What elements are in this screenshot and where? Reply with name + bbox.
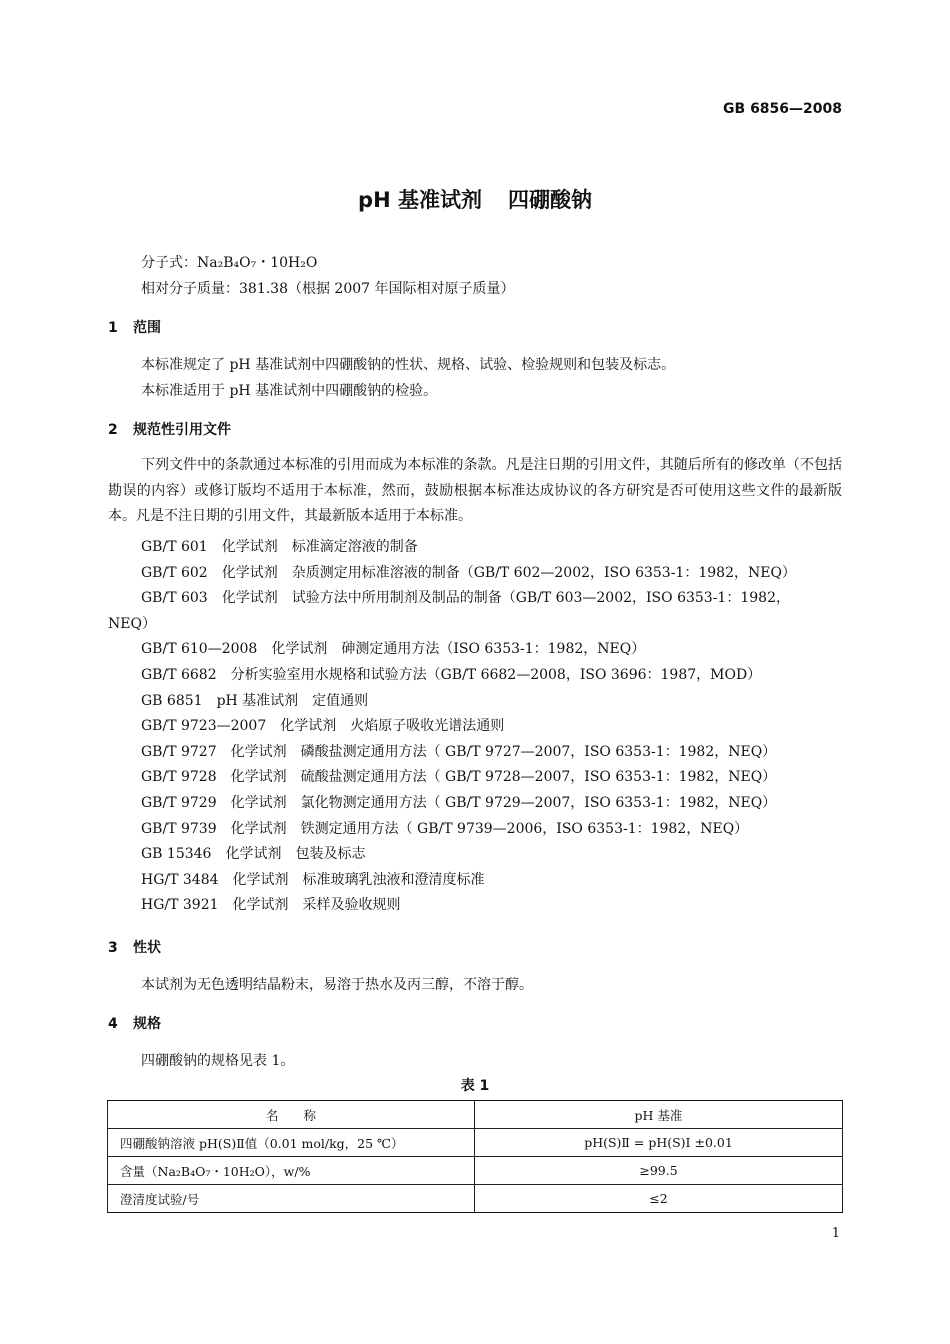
table-row [108, 1129, 843, 1157]
table-cell: pH(S)Ⅱ = pH(S)Ⅰ ±0.01 [475, 1129, 843, 1157]
table-cell: 澄清度试验/号 [108, 1185, 475, 1213]
document-title [0, 184, 950, 214]
reference-item [141, 766, 776, 786]
reference-title: 化学试剂 标准滴定溶液的制备 [221, 539, 418, 555]
reference-item [141, 818, 748, 838]
section-1-paragraph-1: 本标准规定了 pH 基准试剂中四硼酸钠的性状、规格、试验、检验规则和包装及标志。 [141, 357, 676, 373]
reference-code: GB/T 9727 [141, 743, 217, 760]
reference-code: GB 6851 [141, 692, 203, 709]
reference-code: GB/T 9723—2007 [141, 718, 267, 735]
section-4-heading [108, 1013, 161, 1033]
section-title: 范围 [133, 320, 161, 336]
reference-item [141, 843, 365, 863]
reference-title: 化学试剂 磷酸盐测定通用方法（ GB/T 9727—2007，ISO 6353-1：1982，NEQ） [230, 743, 777, 760]
section-title: 规范性引用文件 [133, 422, 231, 438]
reference-code: GB/T 601 [141, 539, 208, 555]
reference-title: 化学试剂 砷测定通用方法（ISO 6353-1：1982，NEQ） [271, 641, 646, 658]
table-cell: 含量（Na₂B₄O₇・10H₂O），w/% [108, 1157, 475, 1185]
section-2-intro: 下列文件中的条款通过本标准的引用而成为本标准的条款。凡是注日期的引用文件，其随后所有的修改单（不包括勘误的内容）或修订版均不适用于本标准，然而，鼓励根据本标准达成协议的各方研究是否可使用这些文件的最新版本。凡是不注日期的引用文件，其最新版本适用于本标准。 [108, 457, 842, 524]
standard-code: GB 6856—2008 [723, 101, 842, 117]
reference-title: 化学试剂 采样及验收规则 [232, 897, 401, 914]
reference-title: 化学试剂 硫酸盐测定通用方法（ GB/T 9728—2007，ISO 6353-1：1982，NEQ） [230, 769, 777, 786]
reference-item [141, 536, 418, 556]
reference-item [141, 741, 776, 761]
table-header-value: pH 基准 [475, 1101, 843, 1129]
table-cell: ≥99.5 [475, 1157, 843, 1185]
page-number: 1 [831, 1226, 840, 1241]
reference-title: 分析实验室用水规格和试验方法（GB/T 6682—2008，ISO 3696：1987，MOD） [230, 667, 762, 683]
reference-title: pH 基准试剂 定值通则 [216, 692, 369, 709]
reference-item [141, 894, 401, 914]
section-title: 性状 [133, 940, 161, 956]
table-header-row [108, 1101, 843, 1129]
section-3-paragraph: 本试剂为无色透明结晶粉末，易溶于热水及丙三醇，不溶于醇。 [141, 977, 533, 993]
table-cell: ≤2 [475, 1185, 843, 1213]
reference-title: 化学试剂 标准玻璃乳浊液和澄清度标准 [232, 871, 485, 888]
title-sub: 四硼酸钠 [507, 188, 592, 212]
reference-code: GB/T 9728 [141, 769, 217, 786]
reference-code: GB/T 9729 [141, 795, 217, 811]
reference-item [141, 587, 790, 607]
title-main: pH 基准试剂 [358, 188, 482, 212]
molar-mass: 相对分子质量：381.38（根据 2007 年国际相对原子质量） [141, 281, 515, 297]
reference-title: NEQ） [108, 615, 156, 632]
reference-title: 化学试剂 铁测定通用方法（ GB/T 9739—2006，ISO 6353-1：1982，NEQ） [230, 820, 749, 837]
reference-item [141, 664, 761, 684]
reference-item [141, 715, 504, 735]
reference-title: 化学试剂 包装及标志 [225, 846, 366, 863]
reference-code: HG/T 3921 [141, 897, 219, 914]
table-cell: 四硼酸钠溶液 pH(S)Ⅱ值（0.01 mol/kg，25 ℃） [108, 1129, 475, 1157]
table-row [108, 1185, 843, 1213]
reference-item [141, 869, 485, 889]
section-3-heading [108, 937, 161, 957]
section-number: 2 [108, 422, 118, 438]
reference-code: GB/T 602 [141, 564, 208, 581]
spec-table [107, 1100, 843, 1213]
reference-item [141, 562, 796, 582]
section-number: 1 [108, 320, 118, 336]
reference-code: HG/T 3484 [141, 871, 219, 888]
table-caption: 表 1 [460, 1078, 490, 1094]
reference-item [141, 690, 368, 710]
reference-item [141, 638, 645, 658]
section-1-heading [108, 317, 161, 337]
reference-title: 化学试剂 试验方法中所用制剂及制品的制备（GB/T 603—2002，ISO 6353-1：1982， [221, 590, 790, 607]
reference-code: GB/T 603 [141, 590, 208, 607]
table-header-name: 名 称 [108, 1101, 475, 1129]
reference-title: 化学试剂 氯化物测定通用方法（ GB/T 9729—2007，ISO 6353-1：1982，NEQ） [230, 795, 777, 811]
section-2-heading [108, 419, 231, 439]
section-title: 规格 [133, 1016, 161, 1032]
reference-title: 化学试剂 杂质测定用标准溶液的制备（GB/T 602—2002，ISO 6353-1：1982，NEQ） [221, 564, 796, 581]
reference-title: 化学试剂 火焰原子吸收光谱法通则 [280, 718, 505, 735]
section-1-paragraph-2: 本标准适用于 pH 基准试剂中四硼酸钠的检验。 [141, 383, 438, 399]
section-number: 4 [108, 1016, 118, 1032]
reference-code: GB/T 6682 [141, 667, 217, 683]
molecular-formula: 分子式：Na₂B₄O₇・10H₂O [141, 255, 318, 271]
table-row [108, 1157, 843, 1185]
reference-code: GB/T 610—2008 [141, 641, 258, 658]
reference-item [108, 613, 156, 633]
reference-item [141, 792, 776, 812]
section-4-paragraph: 四硼酸钠的规格见表 1。 [141, 1053, 295, 1069]
reference-code: GB/T 9739 [141, 820, 217, 837]
section-number: 3 [108, 940, 118, 956]
reference-code: GB 15346 [141, 846, 212, 863]
